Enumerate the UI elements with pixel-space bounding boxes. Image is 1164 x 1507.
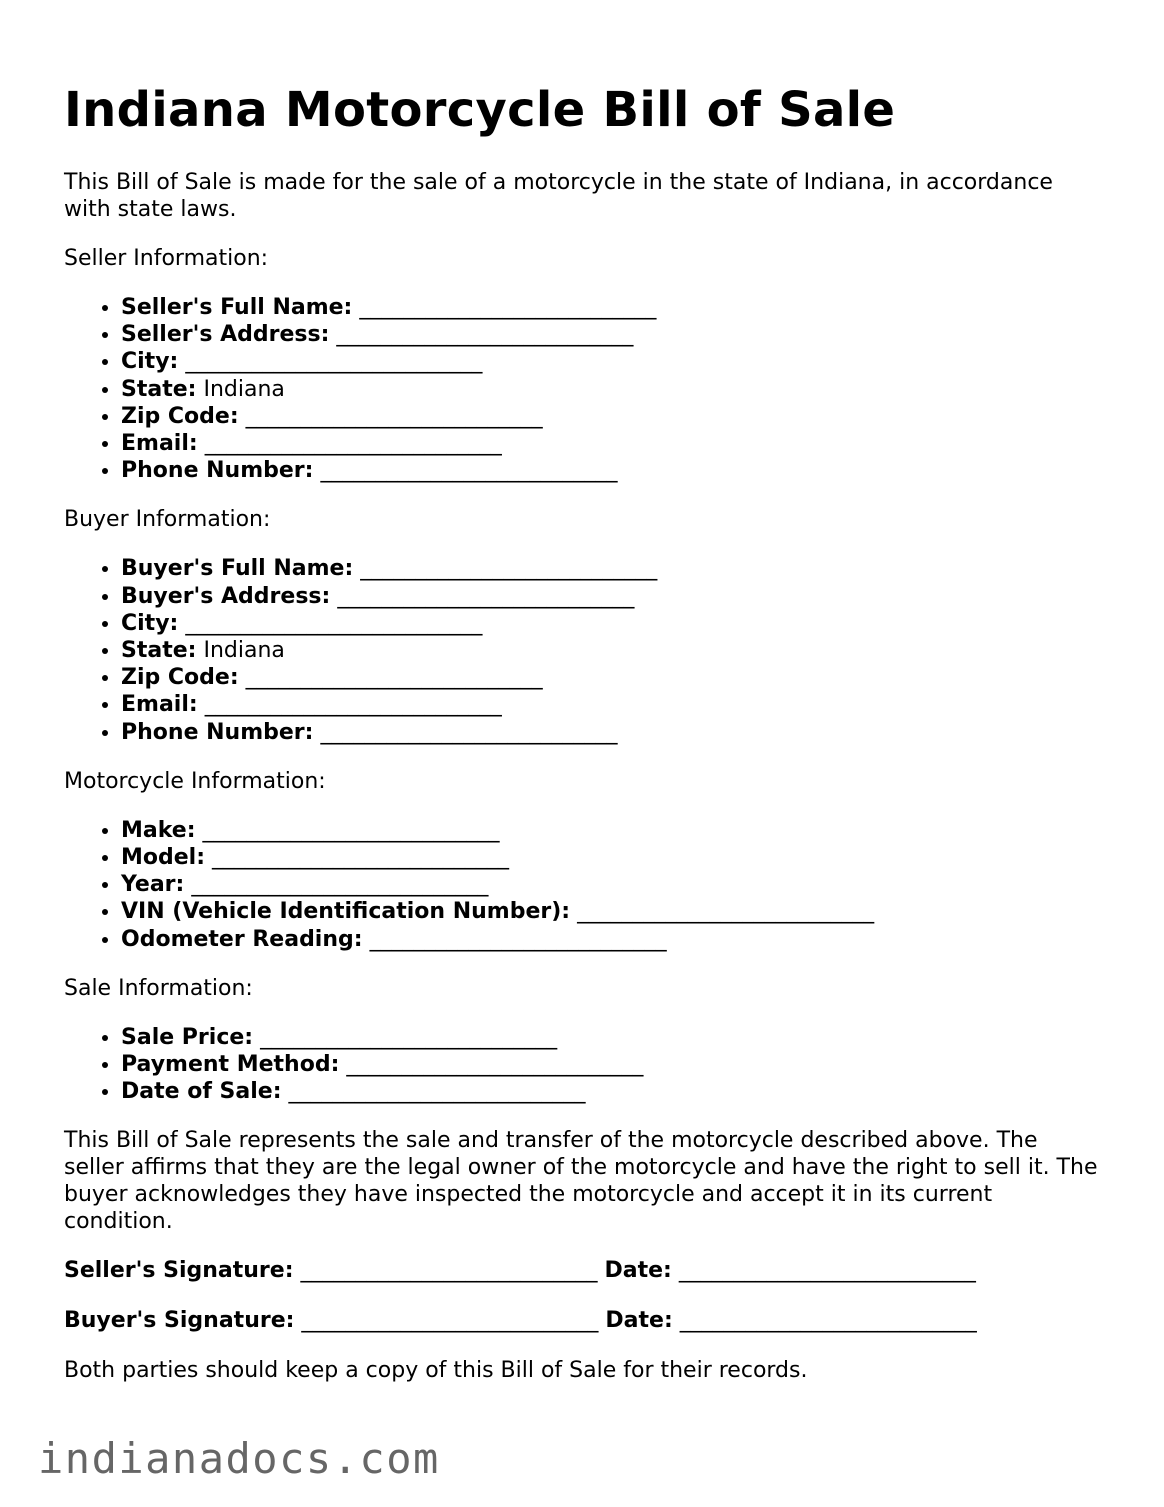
- field-label: Seller's Full Name:: [121, 295, 353, 320]
- list-item: [121, 1078, 1104, 1105]
- field-label: Payment Method:: [121, 1052, 340, 1078]
- field-blank[interactable]: ___________________________: [202, 817, 500, 843]
- seller-section-heading: Seller Information:: [64, 246, 269, 271]
- field-label: Email:: [121, 431, 198, 457]
- buyer-date-line[interactable]: ___________________________: [679, 1308, 977, 1334]
- buyer-signature-label: Buyer's Signature:: [64, 1308, 295, 1334]
- list-item: [121, 403, 1104, 430]
- field-blank[interactable]: ___________________________: [185, 349, 483, 375]
- field-label: Email:: [121, 692, 198, 718]
- list-item: [121, 430, 1104, 457]
- field-value: Indiana: [203, 638, 285, 664]
- buyer-signature-line[interactable]: ___________________________: [301, 1308, 599, 1334]
- list-item: [121, 555, 1104, 582]
- list-item: [121, 457, 1104, 484]
- list-item: [121, 376, 1104, 403]
- field-blank[interactable]: ___________________________: [336, 322, 634, 348]
- seller-field-list: [64, 294, 1104, 484]
- field-label: Zip Code:: [121, 665, 239, 691]
- field-label: City:: [121, 610, 179, 636]
- field-label: Buyer's Full Name:: [121, 556, 354, 582]
- list-item: [121, 637, 1104, 664]
- motorcycle-field-list: [64, 817, 1104, 953]
- document: [64, 78, 1104, 1384]
- list-item: [121, 610, 1104, 637]
- seller-signature-row: [64, 1257, 1104, 1284]
- field-blank[interactable]: ___________________________: [260, 1024, 558, 1050]
- field-blank[interactable]: ___________________________: [577, 899, 875, 925]
- seller-signature-label: Seller's Signature:: [64, 1258, 294, 1284]
- list-item: [121, 664, 1104, 691]
- field-label: Make:: [121, 817, 196, 843]
- intro-paragraph: This Bill of Sale is made for the sale of a motorcycle in the state of Indiana, in accordance with state laws.: [64, 170, 1053, 222]
- seller-date-line[interactable]: ___________________________: [678, 1258, 976, 1284]
- motorcycle-section-heading: Motorcycle Information:: [64, 768, 326, 794]
- field-label: Odometer Reading:: [121, 926, 363, 952]
- field-blank[interactable]: ___________________________: [320, 719, 618, 745]
- field-blank[interactable]: ___________________________: [212, 845, 510, 871]
- field-blank[interactable]: ___________________________: [369, 926, 667, 952]
- field-blank[interactable]: ___________________________: [185, 610, 483, 636]
- watermark: indianadocs.com: [38, 1434, 440, 1483]
- field-label: Phone Number:: [121, 458, 314, 484]
- field-blank[interactable]: ___________________________: [346, 1052, 644, 1078]
- list-item: [121, 844, 1104, 871]
- field-label: City:: [121, 349, 179, 375]
- field-label: Year:: [121, 872, 185, 898]
- buyer-field-list: [64, 555, 1104, 745]
- list-item: [121, 294, 1104, 321]
- list-item: [121, 1024, 1104, 1051]
- list-item: [121, 898, 1104, 925]
- field-value: Indiana: [203, 376, 285, 402]
- field-label: State:: [121, 376, 197, 402]
- list-item: [121, 321, 1104, 348]
- field-blank[interactable]: ___________________________: [288, 1079, 586, 1105]
- page-title: Indiana Motorcycle Bill of Sale: [64, 82, 896, 138]
- field-label: Buyer's Address:: [121, 583, 331, 609]
- sale-field-list: [64, 1024, 1104, 1106]
- field-label: Model:: [121, 845, 206, 871]
- list-item: [121, 1051, 1104, 1078]
- field-blank[interactable]: ___________________________: [359, 295, 657, 320]
- field-blank[interactable]: ___________________________: [337, 583, 635, 609]
- field-label: State:: [121, 638, 197, 664]
- buyer-section-heading: Buyer Information:: [64, 507, 271, 533]
- final-note: Both parties should keep a copy of this Bill of Sale for their records.: [64, 1358, 808, 1384]
- field-label: Sale Price:: [121, 1024, 254, 1050]
- field-blank[interactable]: ___________________________: [204, 431, 502, 457]
- list-item: [121, 817, 1104, 844]
- field-label: Zip Code:: [121, 403, 239, 429]
- sale-section-heading: Sale Information:: [64, 975, 253, 1001]
- list-item: [121, 348, 1104, 375]
- field-label: Seller's Address:: [121, 322, 330, 348]
- field-blank[interactable]: ___________________________: [245, 665, 543, 691]
- field-blank[interactable]: ___________________________: [360, 556, 658, 582]
- list-item: [121, 871, 1104, 898]
- date-label: Date:: [605, 1308, 673, 1334]
- buyer-signature-row: [64, 1307, 1104, 1334]
- list-item: [121, 583, 1104, 610]
- field-label: VIN (Vehicle Identification Number):: [121, 899, 571, 925]
- field-label: Date of Sale:: [121, 1079, 282, 1105]
- field-blank[interactable]: ___________________________: [191, 872, 489, 898]
- list-item: [121, 691, 1104, 718]
- field-blank[interactable]: ___________________________: [245, 403, 543, 429]
- field-label: Phone Number:: [121, 719, 314, 745]
- field-blank[interactable]: ___________________________: [204, 692, 502, 718]
- closing-paragraph: This Bill of Sale represents the sale and transfer of the motorcycle described above. The seller affirms that they are the legal owner of the motorcycle and have the right to sell it. The buyer acknowledges they have inspected the motorcycle and accept it in its current condition.: [64, 1128, 1098, 1235]
- list-item: [121, 926, 1104, 953]
- date-label: Date:: [604, 1258, 672, 1284]
- seller-signature-line[interactable]: ___________________________: [300, 1258, 598, 1284]
- field-blank[interactable]: ___________________________: [320, 458, 618, 484]
- list-item: [121, 719, 1104, 746]
